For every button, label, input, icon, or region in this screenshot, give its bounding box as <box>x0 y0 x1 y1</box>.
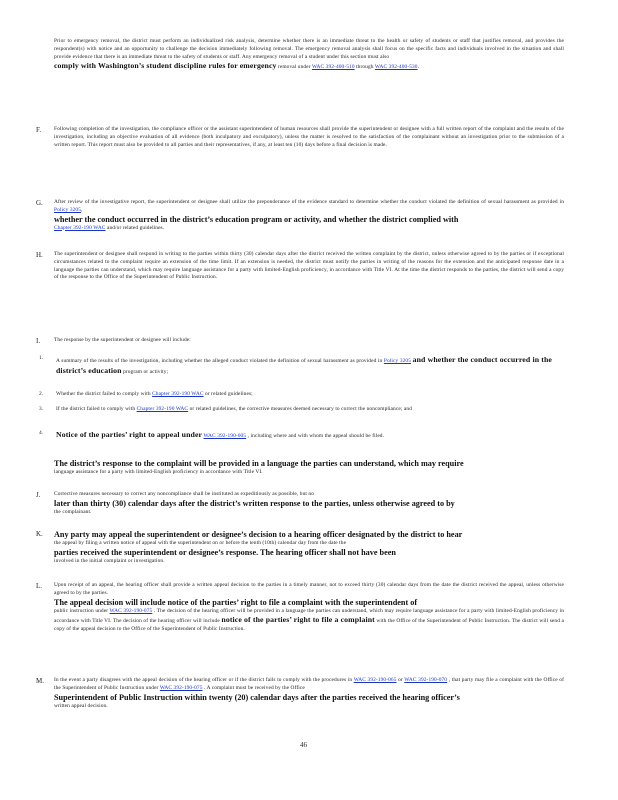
intro-paragraph <box>54 38 564 72</box>
section-k-end: involved in the initial complaint or investigation. <box>54 557 165 564</box>
section-m-or: or <box>398 677 403 683</box>
page-number: 46 <box>300 741 307 749</box>
section-l-text-3: . The decision of the hearing officer will be provided in a language the parties can understand, which may require language assistance for a party with limited-English proficiency in accordance with Title VI. The decision of the hearing officer will include <box>54 607 564 625</box>
comma: , <box>81 206 83 213</box>
section-k-bold-2: parties received the superintendent or designee’s response. The hearing officer shall not have been <box>54 547 396 557</box>
list-number: 4. <box>39 430 44 436</box>
intro-text: Prior to emergency removal, the district must perform an individualized risk analysis, determine whether there is an immediate threat to the health or safety of students or staff that justifies removal, and provides the respondent(s) with notice and an opportunity to challenge the decision immediately following removal. The emergency removal analysis shall focus on the specific facts and individuals involved in the situation and shall provide evidence that there is an immediate threat to the safety of students or staff. Any emergency removal of a student under this section must also <box>54 38 564 60</box>
section-j-end: the complainant. <box>54 508 92 515</box>
section-label: H. <box>36 251 43 259</box>
section-label: K. <box>36 530 43 538</box>
section-label: I. <box>36 337 41 345</box>
section-label: L. <box>36 582 43 590</box>
section-m-text: In the event a party disagrees with the appeal decision of the hearing officer or if the district fails to comply with the procedures in <box>54 677 353 683</box>
wac-392-190-075-link[interactable]: WAC 392-190-075 <box>109 607 153 614</box>
item-text-end: or related guidelines, the corrective measures deemed necessary to correct the noncompliance; and <box>189 406 412 412</box>
policy-3205-link[interactable]: Policy 3205 <box>54 206 82 213</box>
section-f-text: Following completion of the investigation, the compliance officer or the assistant superintendent of human resources shall provide the superintendent or designee with a full written report of the complaint and the results of the investigation, including an objective evaluation of all evidence (both inculpatory and exculpatory), unless the matter is resolved to the satisfaction of the complainant without an investigation prior to the submission of a written report. This report must also be provided to all parties and their representatives, if any, at least ten (10) days before a final decision is made. <box>54 126 564 148</box>
list-item <box>39 391 552 399</box>
section-i <box>36 337 564 345</box>
list-item <box>39 430 552 441</box>
chapter-392-190-wac-link[interactable]: Chapter 392-190 WAC <box>152 391 204 397</box>
chapter-392-190-wac-link[interactable]: Chapter 392-190 WAC <box>136 406 189 412</box>
section-m-text-3: , that party may file a complaint with the Office of the Superintendent of Public Instruction under <box>54 677 564 691</box>
section-i-intro: The response by the superintendent or designee will include: <box>54 337 191 343</box>
section-i-response <box>54 459 564 477</box>
chapter-392-190-wac-link[interactable]: Chapter 392-190 WAC <box>54 224 106 231</box>
wac-392-190-005-link[interactable]: WAC 392-190-005 <box>203 433 247 439</box>
wac-392-190-070-link[interactable]: WAC 392-190-070 <box>404 677 448 683</box>
intro-bold-text: comply with Washington’s student discipline rules for emergency <box>54 61 277 71</box>
list-item <box>39 355 552 377</box>
item-text-end: program or activity; <box>123 368 169 375</box>
section-g-text: After review of the investigative report, the superintendent or designee shall utilize the preponderance of the evidence standard to determine whether the conduct violated the definition of sexual harassment as provided in <box>54 199 564 205</box>
section-l-bold: The appeal decision will include notice of the parties’ right to file a complaint with the superintendent of <box>54 597 418 607</box>
section-g-end: and/or related guidelines. <box>106 224 165 231</box>
section-f <box>36 126 564 149</box>
item-text: A summary of the results of the investigation, including whether the alleged conduct violated the definition of sexual harassment as provided in <box>56 358 383 364</box>
wac-392-400-530-link[interactable]: WAC 392-400-530 <box>374 64 418 71</box>
section-label: F. <box>36 126 42 134</box>
section-m-end: written appeal decision. <box>54 702 108 709</box>
list-number: 2. <box>39 391 44 397</box>
section-k-bold: Any party may appeal the superintendent or designee’s decision to a hearing officer designated by the district to hear <box>54 530 463 539</box>
item-text-end: , including where and with whom the appeal should be filed. <box>247 433 385 439</box>
section-h-text: The superintendent or designee shall respond in writing to the parties within thirty (30) calendar days after the district received the written complaint by the district, unless otherwise agreed to by the parties or if exceptional circumstances related to the complaint require an extension of the time limit. If an extension is needed, the district must notify the parties in writing of the reasons for the extension and the anticipated response date in a language the parties can understand, which may require language assistance for a party with limited-English proficiency, in accordance with Title VI. At the time the district responds to the parties, the district will send a copy of the response to the Office of the Superintendent of Public Instruction. <box>54 251 564 281</box>
item-bold: Notice of the parties’ right to appeal under <box>56 430 203 439</box>
section-m-bold: Superintendent of Public Instruction within twenty (20) calendar days after the parties received the hearing officer’s <box>54 692 460 702</box>
policy-3205-link[interactable]: Policy 3205 <box>383 358 412 364</box>
intro-end: . <box>417 64 420 71</box>
section-label: G. <box>36 199 43 207</box>
item-text: If the district failed to comply with <box>56 406 136 412</box>
list-item <box>39 406 552 414</box>
list-number: 1. <box>39 355 44 361</box>
section-h <box>36 251 564 282</box>
intro-through-text: through <box>356 64 374 71</box>
section-l-bold-2: notice of the parties’ right to file a complaint <box>221 615 375 625</box>
item-text: Whether the district failed to comply with <box>56 391 151 397</box>
list-number: 3. <box>39 406 44 412</box>
section-k <box>36 530 564 566</box>
section-j-bold: later than thirty (30) calendar days after the district’s written response to the parties, unless otherwise agreed to by <box>54 498 455 508</box>
section-l-text: Upon receipt of an appeal, the hearing officer shall provide a written appeal decision to the parties in a timely manner, not to exceed thirty (30) calendar days from the date the district received the appeal, unless otherwise agreed to by the parties. <box>54 582 564 596</box>
intro-removal-text: removal under <box>277 64 311 71</box>
wac-392-190-065-link[interactable]: WAC 392-190-065 <box>353 677 397 683</box>
section-l-text-2: public instruction under <box>54 607 109 614</box>
item-text-end: or related guidelines; <box>205 391 253 397</box>
section-g-bold: whether the conduct occurred in the district’s education program or activity, and whether the district complied with <box>54 214 459 224</box>
section-label: J. <box>36 491 41 499</box>
section-l <box>36 582 565 634</box>
item-bold: and whether the conduct occurred in the district’s education <box>56 355 552 375</box>
wac-392-190-075-link[interactable]: WAC 392-190-075 <box>159 684 203 691</box>
section-g <box>36 199 564 232</box>
section-j <box>36 491 564 517</box>
section-i-small: language assistance for a party with limited-English proficiency in accordance with Title VI. <box>54 469 263 475</box>
section-m <box>36 677 564 710</box>
wac-392-400-510-link[interactable]: WAC 392-400-510 <box>311 64 355 71</box>
section-label: M. <box>36 677 44 685</box>
section-j-text: Corrective measures necessary to correct any noncompliance shall be instituted as expeditiously as possible, but no <box>54 491 314 497</box>
section-m-text-4: . A complaint must be received by the Office <box>203 684 305 691</box>
section-i-bold: The district’s response to the complaint will be provided in a language the parties can understand, which may require <box>54 459 464 468</box>
section-k-text: the appeal by filing a written notice of appeal with the superintendent on or before the tenth (10th) calendar day from the date the <box>54 540 347 546</box>
section-l-text-4: with the Office of the Superintendent of Public Instruction. The district will send a copy of the appeal decision to the Office of the Superintendent of Public Instruction. <box>54 618 565 632</box>
